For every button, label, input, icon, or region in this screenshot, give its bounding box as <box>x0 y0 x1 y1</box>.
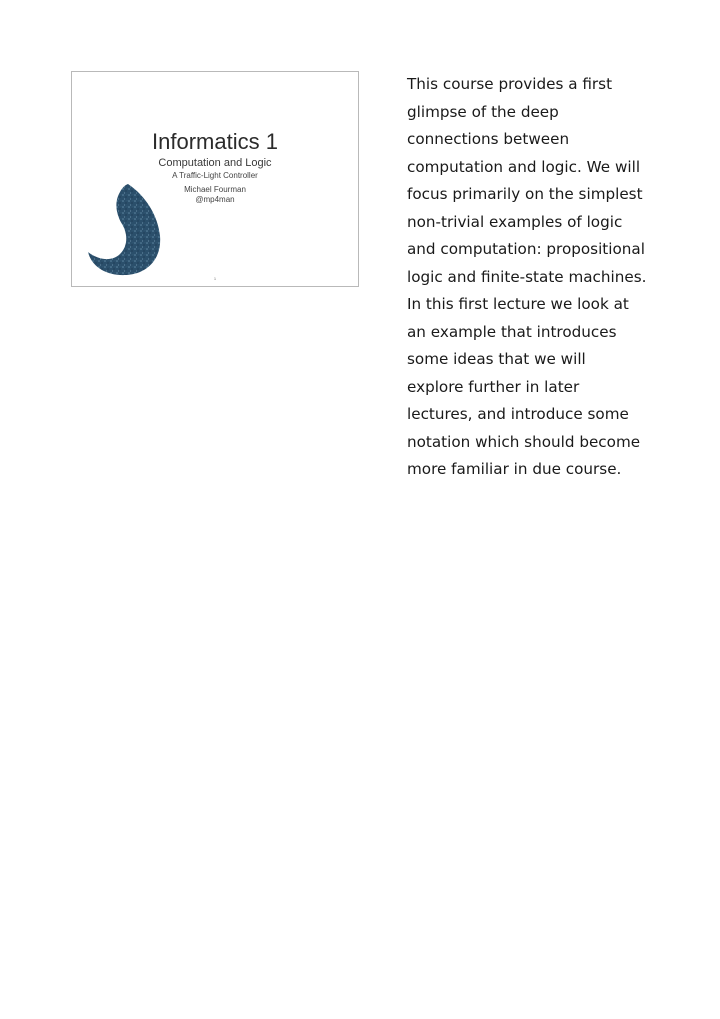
slide-author: Michael Fourman <box>184 185 246 194</box>
speaker-notes <box>407 71 647 484</box>
notes-paragraph-1: This course provides a first glimpse of the deep connections between computation and logic. We will focus primarily on the simplest non-trivial examples of logic and computation: propositional logic and finite-state machines. <box>407 75 647 286</box>
slide-handle: @mp4man <box>195 195 235 204</box>
slide-title: Informatics 1 <box>152 129 278 154</box>
slide-subsubtitle: A Traffic-Light Controller <box>172 171 258 180</box>
slide-thumbnail <box>71 71 359 287</box>
slide-number: 1 <box>213 276 217 281</box>
slide-subtitle: Computation and Logic <box>158 157 272 169</box>
notes-paragraph-2: In this first lecture we look at an example that introduces some ideas that we will explore further in later lectures, and introduce some notation which should become more familiar in due course. <box>407 295 641 478</box>
